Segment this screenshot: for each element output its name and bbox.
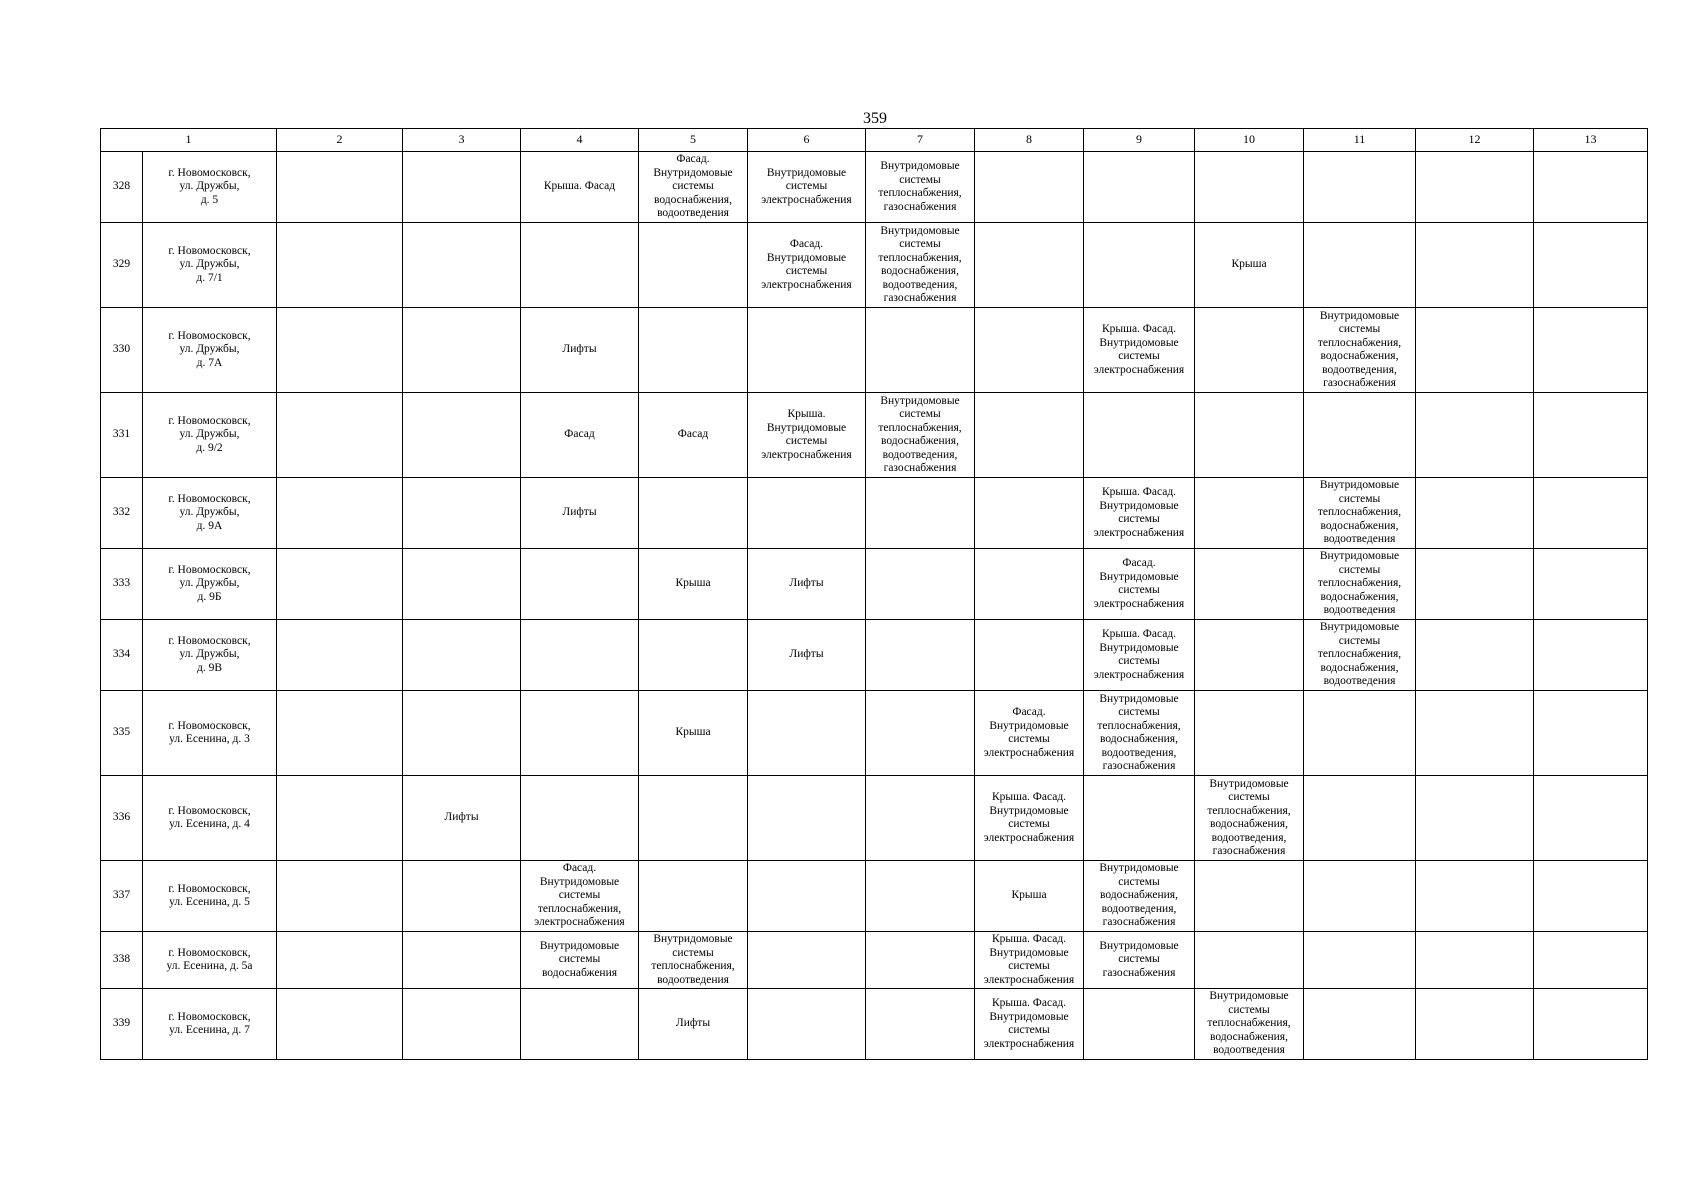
work-type-cell [1416,308,1534,393]
work-type-cell [521,691,639,776]
work-type-cell [866,776,975,861]
work-type-cell [748,478,866,549]
work-type-cell [975,478,1084,549]
column-number-cell: 10 [1195,129,1304,152]
work-type-cell [277,308,403,393]
work-type-cell [748,932,866,989]
work-type-cell [1304,393,1416,478]
work-type-cell [1416,776,1534,861]
table-row [101,478,1648,549]
work-type-cell [277,691,403,776]
work-type-cell [521,223,639,308]
work-type-cell [521,989,639,1060]
work-type-cell [1195,620,1304,691]
work-type-cell [521,620,639,691]
work-type-cell: Лифты [748,549,866,620]
repair-schedule-table [100,128,1648,1060]
column-number-cell: 8 [975,129,1084,152]
work-type-cell [975,620,1084,691]
table-row [101,393,1648,478]
work-type-cell [866,549,975,620]
work-type-cell: Фасад. Внутридомовые системы электроснабжения [975,691,1084,776]
work-type-cell [521,776,639,861]
work-type-cell: Внутридомовые системы теплоснабжения, водоснабжения, водоотведения, газоснабжения [866,223,975,308]
address-cell: г. Новомосковск, ул. Есенина, д. 3 [143,691,277,776]
work-type-cell [1534,308,1648,393]
work-type-cell [1195,549,1304,620]
work-type-cell [403,620,521,691]
work-type-cell: Крыша. Фасад. Внутридомовые системы электроснабжения [1084,478,1195,549]
address-cell: г. Новомосковск, ул. Дружбы, д. 9/2 [143,393,277,478]
work-type-cell [1304,989,1416,1060]
work-type-cell: Внутридомовые системы водоснабжения, водоотведения, газоснабжения [1084,861,1195,932]
table-row [101,223,1648,308]
page-number: 359 [863,110,887,127]
work-type-cell [639,478,748,549]
work-type-cell: Внутридомовые системы теплоснабжения, водоснабжения, водоотведения [1304,478,1416,549]
work-type-cell [639,620,748,691]
work-type-cell [403,393,521,478]
work-type-cell [866,932,975,989]
work-type-cell: Внутридомовые системы теплоснабжения, газоснабжения [866,152,975,223]
work-type-cell: Внутридомовые системы теплоснабжения, водоснабжения, водоотведения [1304,620,1416,691]
work-type-cell [1195,152,1304,223]
address-cell: г. Новомосковск, ул. Есенина, д. 5а [143,932,277,989]
row-number-cell: 333 [101,549,143,620]
row-number-cell: 329 [101,223,143,308]
work-type-cell: Внутридомовые системы водоснабжения [521,932,639,989]
work-type-cell [866,691,975,776]
work-type-cell [1195,691,1304,776]
work-type-cell [403,691,521,776]
work-type-cell: Крыша. Внутридомовые системы электроснабжения [748,393,866,478]
work-type-cell: Внутридомовые системы теплоснабжения, водоснабжения, водоотведения, газоснабжения [1084,691,1195,776]
column-number-cell: 12 [1416,129,1534,152]
column-number-cell: 4 [521,129,639,152]
work-type-cell: Фасад. Внутридомовые системы электроснабжения [1084,549,1195,620]
work-type-cell [975,549,1084,620]
work-type-cell: Внутридомовые системы теплоснабжения, водоотведения [639,932,748,989]
address-cell: г. Новомосковск, ул. Дружбы, д. 5 [143,152,277,223]
column-number-cell: 1 [101,129,277,152]
work-type-cell [1416,393,1534,478]
work-type-cell [1195,478,1304,549]
work-type-cell: Крыша. Фасад. Внутридомовые системы электроснабжения [975,989,1084,1060]
work-type-cell [866,861,975,932]
work-type-cell [1416,223,1534,308]
work-type-cell [403,478,521,549]
work-type-cell [866,308,975,393]
work-type-cell [1416,478,1534,549]
table-row [101,932,1648,989]
work-type-cell: Крыша. Фасад. Внутридомовые системы электроснабжения [1084,308,1195,393]
work-type-cell [1534,932,1648,989]
work-type-cell [403,861,521,932]
work-type-cell: Внутридомовые системы газоснабжения [1084,932,1195,989]
work-type-cell [403,152,521,223]
work-type-cell: Крыша. Фасад [521,152,639,223]
row-number-cell: 331 [101,393,143,478]
work-type-cell [1416,620,1534,691]
work-type-cell [1416,152,1534,223]
address-cell: г. Новомосковск, ул. Дружбы, д. 9В [143,620,277,691]
table-row [101,861,1648,932]
work-type-cell: Внутридомовые системы теплоснабжения, водоснабжения, водоотведения, газоснабжения [1304,308,1416,393]
work-type-cell [1534,393,1648,478]
table-row [101,152,1648,223]
work-type-cell [866,620,975,691]
work-type-cell [1534,989,1648,1060]
work-type-cell [1534,549,1648,620]
work-type-cell [277,932,403,989]
work-type-cell [1304,932,1416,989]
work-type-cell [1084,393,1195,478]
work-type-cell [866,478,975,549]
work-type-cell [1534,620,1648,691]
column-number-cell: 9 [1084,129,1195,152]
row-number-cell: 335 [101,691,143,776]
work-type-cell: Крыша [975,861,1084,932]
work-type-cell [975,152,1084,223]
row-number-cell: 336 [101,776,143,861]
work-type-cell [748,691,866,776]
work-type-cell [403,549,521,620]
work-type-cell [866,989,975,1060]
work-type-cell [277,620,403,691]
address-cell: г. Новомосковск, ул. Есенина, д. 7 [143,989,277,1060]
work-type-cell [1195,932,1304,989]
work-type-cell [748,308,866,393]
work-type-cell: Крыша. Фасад. Внутридомовые системы электроснабжения [1084,620,1195,691]
work-type-cell [1534,691,1648,776]
address-cell: г. Новомосковск, ул. Дружбы, д. 9Б [143,549,277,620]
work-type-cell: Крыша. Фасад. Внутридомовые системы электроснабжения [975,776,1084,861]
work-type-cell [1304,776,1416,861]
work-type-cell [1084,776,1195,861]
work-type-cell [639,861,748,932]
row-number-cell: 330 [101,308,143,393]
work-type-cell [277,989,403,1060]
address-cell: г. Новомосковск, ул. Дружбы, д. 7/1 [143,223,277,308]
table-row [101,620,1648,691]
work-type-cell: Крыша [639,549,748,620]
table-row [101,549,1648,620]
work-type-cell: Внутридомовые системы теплоснабжения, водоснабжения, водоотведения, газоснабжения [866,393,975,478]
column-number-cell: 5 [639,129,748,152]
work-type-cell [277,223,403,308]
work-type-cell: Лифты [521,308,639,393]
work-type-cell: Лифты [403,776,521,861]
work-type-cell [277,478,403,549]
work-type-cell: Крыша [1195,223,1304,308]
address-cell: г. Новомосковск, ул. Дружбы, д. 9А [143,478,277,549]
work-type-cell: Внутридомовые системы теплоснабжения, водоснабжения, водоотведения [1195,989,1304,1060]
address-cell: г. Новомосковск, ул. Есенина, д. 4 [143,776,277,861]
work-type-cell: Фасад. Внутридомовые системы теплоснабжения, электроснабжения [521,861,639,932]
work-type-cell [277,152,403,223]
row-number-cell: 332 [101,478,143,549]
table-row [101,691,1648,776]
work-type-cell: Лифты [639,989,748,1060]
table-row [101,308,1648,393]
row-number-cell: 339 [101,989,143,1060]
column-number-cell: 6 [748,129,866,152]
work-type-cell: Фасад. Внутридомовые системы водоснабжения, водоотведения [639,152,748,223]
work-type-cell [975,308,1084,393]
work-type-cell [1534,478,1648,549]
work-type-cell [1195,393,1304,478]
work-type-cell [1534,152,1648,223]
work-type-cell [1304,223,1416,308]
work-type-cell: Крыша [639,691,748,776]
work-type-cell [748,776,866,861]
column-number-cell: 7 [866,129,975,152]
work-type-cell [639,776,748,861]
work-type-cell: Лифты [748,620,866,691]
work-type-cell [1195,308,1304,393]
work-type-cell [403,223,521,308]
work-type-cell [1304,691,1416,776]
address-cell: г. Новомосковск, ул. Дружбы, д. 7А [143,308,277,393]
work-type-cell [521,549,639,620]
work-type-cell [1416,989,1534,1060]
column-number-row [101,129,1648,152]
work-type-cell: Фасад. Внутридомовые системы электроснабжения [748,223,866,308]
work-type-cell [1416,861,1534,932]
work-type-cell: Фасад [639,393,748,478]
work-type-cell [403,989,521,1060]
column-number-cell: 3 [403,129,521,152]
row-number-cell: 338 [101,932,143,989]
work-type-cell [1416,691,1534,776]
work-type-cell [403,932,521,989]
row-number-cell: 334 [101,620,143,691]
work-type-cell [277,393,403,478]
row-number-cell: 328 [101,152,143,223]
work-type-cell [639,223,748,308]
work-type-cell [277,776,403,861]
work-type-cell [748,989,866,1060]
table-row [101,776,1648,861]
work-type-cell [975,393,1084,478]
work-type-cell: Внутридомовые системы теплоснабжения, водоснабжения, водоотведения, газоснабжения [1195,776,1304,861]
work-type-cell [1304,861,1416,932]
work-type-cell [403,308,521,393]
column-number-cell: 2 [277,129,403,152]
address-cell: г. Новомосковск, ул. Есенина, д. 5 [143,861,277,932]
work-type-cell [1416,549,1534,620]
work-type-cell [1084,152,1195,223]
work-type-cell [277,861,403,932]
work-type-cell [1534,223,1648,308]
work-type-cell [1195,861,1304,932]
table-row [101,989,1648,1060]
work-type-cell [748,861,866,932]
work-type-cell [975,223,1084,308]
row-number-cell: 337 [101,861,143,932]
work-type-cell [1084,223,1195,308]
work-type-cell: Фасад [521,393,639,478]
work-type-cell [1534,861,1648,932]
work-type-cell: Крыша. Фасад. Внутридомовые системы электроснабжения [975,932,1084,989]
work-type-cell [639,308,748,393]
work-type-cell [1534,776,1648,861]
column-number-cell: 11 [1304,129,1416,152]
column-number-cell: 13 [1534,129,1648,152]
work-type-cell [1416,932,1534,989]
work-type-cell: Внутридомовые системы электроснабжения [748,152,866,223]
work-type-cell [1084,989,1195,1060]
work-type-cell [277,549,403,620]
work-type-cell [1304,152,1416,223]
work-type-cell: Лифты [521,478,639,549]
work-type-cell: Внутридомовые системы теплоснабжения, водоснабжения, водоотведения [1304,549,1416,620]
